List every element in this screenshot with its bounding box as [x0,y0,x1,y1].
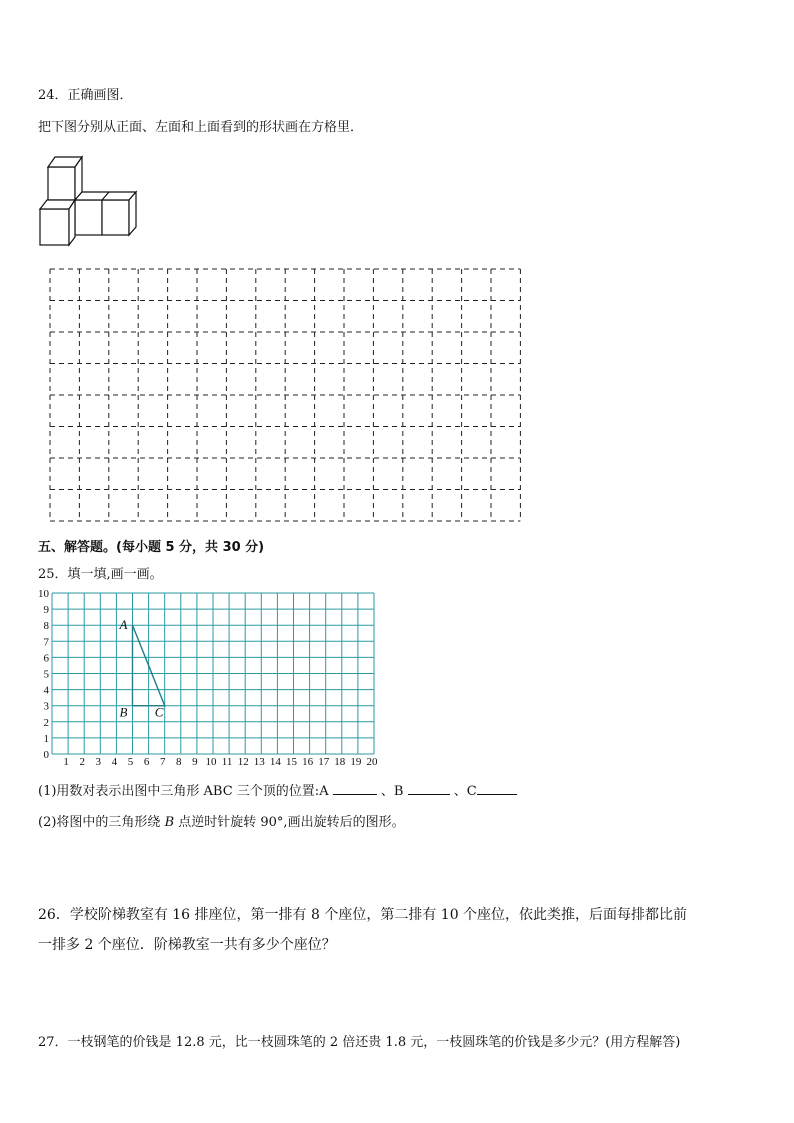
x-tick-label: 20 [366,756,378,768]
q25-part1-b: 、B [380,784,404,799]
q25-part1 [38,780,517,799]
x-tick-label: 12 [237,756,249,768]
y-tick-label: 1 [43,732,49,745]
y-tick-label: 8 [43,620,49,633]
y-tick-label: 3 [43,700,49,713]
q25-part2 [38,811,405,830]
x-tick-label: 16 [302,756,314,768]
point-label-c: C [154,704,164,720]
answer-blank-c[interactable] [477,782,517,795]
x-tick-label: 7 [159,756,166,768]
x-tick-label: 3 [95,756,102,768]
q25-part1-prefix: (1)用数对表示出图中三角形 ABC 三个顶的位置:A [38,784,329,799]
q25-part2-text: (2)将图中的三角形绕 [38,815,165,830]
q26-line1: 26．学校阶梯教室有 16 排座位，第一排有 8 个座位，第二排有 10 个座位，依此类推，后面每排都比前 [38,907,688,923]
x-tick-label: 11 [221,756,233,768]
x-tick-label: 6 [143,756,150,768]
x-tick-label: 8 [176,756,182,768]
answer-blank-a[interactable] [333,782,377,795]
y-tick-label: 2 [43,716,49,729]
x-tick-label: 10 [205,756,217,768]
x-tick-label: 4 [111,756,118,768]
q25-part2-text-end: 点逆时针旋转 90°,画出旋转后的图形。 [174,815,405,830]
answer-blank-b[interactable] [408,782,450,795]
x-tick-label: 5 [127,756,134,768]
q27-text: 27．一枝钢笔的价钱是 12.8 元，比一枝圆珠笔的 2 倍还贵 1.8 元，一枝圆珠笔的价钱是多少元？(用方程解答) [38,1035,681,1050]
x-tick-label: 2 [79,756,85,768]
y-tick-label: 5 [43,668,49,681]
y-tick-label: 10 [38,588,49,600]
x-tick-label: 18 [334,756,346,768]
q25-title: 25．填一填,画一画。 [38,567,163,582]
q25-part2-point: B [164,815,175,830]
x-tick-label: 13 [253,756,265,768]
point-label-b: B [119,704,128,720]
y-tick-label: 7 [43,636,49,649]
y-tick-label: 6 [43,652,49,665]
y-tick-label: 9 [43,604,49,617]
y-tick-label: 4 [43,684,49,697]
x-tick-label: 15 [286,756,297,768]
q26-line2: 一排多 2 个座位．阶梯教室一共有多少个座位？ [38,937,336,953]
y-tick-label: 0 [43,749,49,761]
x-tick-label: 14 [269,756,281,768]
x-tick-label: 17 [318,756,330,768]
x-tick-label: 9 [192,756,198,768]
section-heading: 五、解答题。(每小题 5 分，共 30 分) [38,540,265,555]
point-label-a: A [119,617,128,633]
x-tick-label: 19 [350,756,362,768]
q24-instruction: 把下图分别从正面、左面和上面看到的形状画在方格里． [38,120,364,135]
q24-title: 24．正确画图． [38,88,133,103]
x-tick-label: 1 [63,756,69,768]
q25-part1-c: 、C [453,784,477,799]
